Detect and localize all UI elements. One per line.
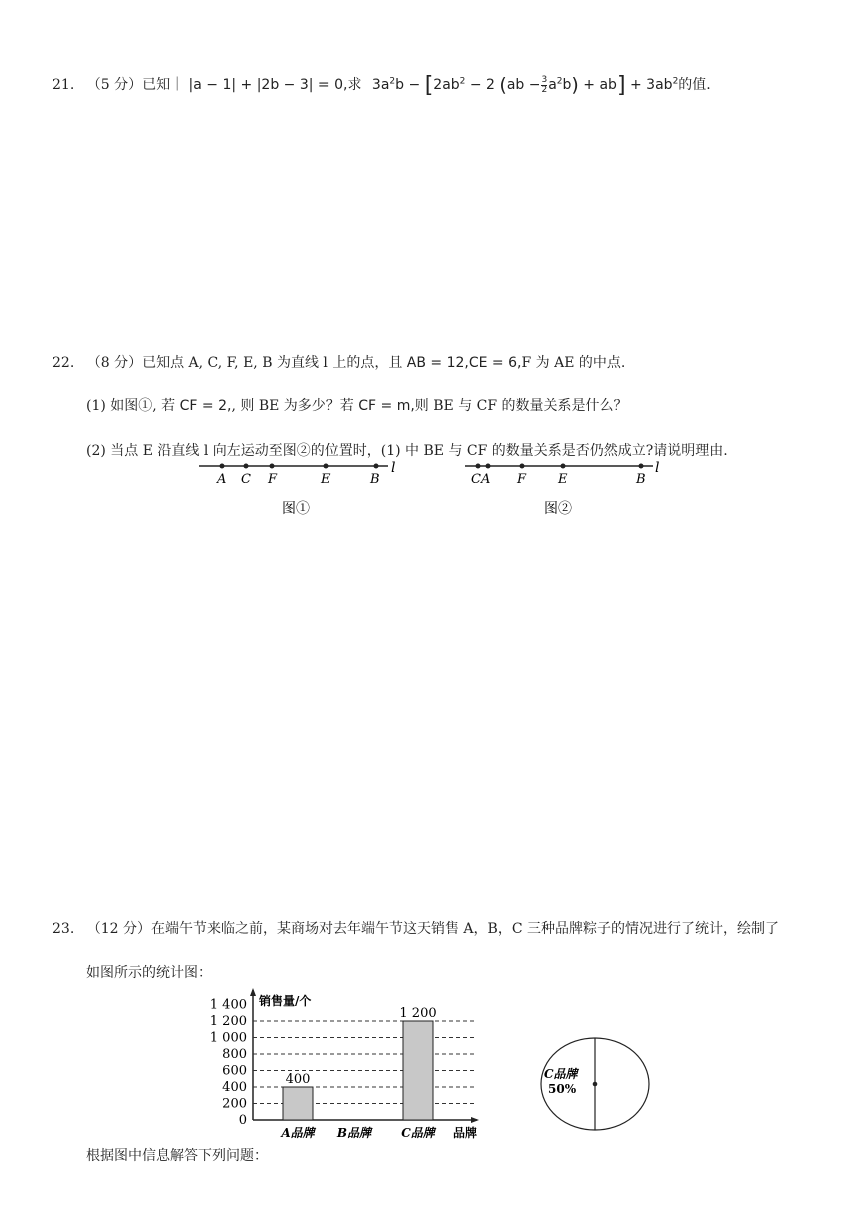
fig1-point-e (324, 464, 329, 469)
y-axis-arrow-icon (250, 988, 256, 996)
fig1-caption: 图① (282, 501, 310, 517)
fig1-line-label: l (391, 460, 396, 476)
pie-center (593, 1082, 598, 1087)
fig1-label-b: B (370, 472, 380, 487)
bar-value-label: 400 (285, 1072, 311, 1087)
category-label: B品牌 (336, 1126, 372, 1140)
y-tick-label: 0 (238, 1113, 247, 1128)
fig1-label-e: E (321, 472, 331, 487)
fig2-caption: 图② (544, 501, 572, 517)
fig1-label-f: F (268, 472, 278, 487)
question-21 (52, 73, 711, 98)
question-23-after-chart: 根据图中信息解答下列问题： (86, 1148, 268, 1164)
q21-fraction: $\frac{3}{2}$ (541, 74, 548, 95)
q21-condition: |a − 1| + |2b − 3| = 0,求 (188, 77, 362, 93)
fig2-point-e (561, 464, 566, 469)
y-tick-label: 600 (222, 1063, 247, 1079)
bar-value-label: 1 200 (399, 1006, 437, 1021)
question-22-line-1: 22. （8 分）已知点 A, C, F, E, B 为直线 l 上的点，且 AB = 12,CE = 6,F 为 AE 的中点. (52, 355, 626, 371)
y-tick-label: 1 400 (209, 997, 247, 1013)
y-tick-label: 1 000 (209, 1030, 247, 1046)
fig2-label-f: F (517, 472, 527, 487)
question-23-line-2: 如图所示的统计图： (86, 965, 212, 981)
q21-tail: 的值. (678, 77, 711, 93)
q21-number: 21. (52, 77, 75, 93)
fig1-point-b (374, 464, 379, 469)
fig2-label-b: B (636, 472, 646, 487)
q23-number: 23. (52, 921, 75, 937)
fig2-line-label: l (655, 460, 660, 476)
bar-1 (283, 1087, 313, 1120)
fig1-point-a (220, 464, 225, 469)
q21-intro: （5 分）已知｜ (86, 77, 185, 93)
fig2-point-c (476, 464, 481, 469)
sales-bar-chart (205, 982, 495, 1142)
pie-slice-value-c: 50% (548, 1082, 577, 1096)
fig1-label-c: C (241, 472, 251, 487)
fig2-point-b (639, 464, 644, 469)
bar-3 (403, 1021, 433, 1120)
fig1-point-f (270, 464, 275, 469)
question-22-part-1: (1) 如图①, 若 CF = 2,, 则 BE 为多少？若 CF = m,则 BE 与 CF 的数量关系是什么？ (86, 398, 628, 414)
y-tick-label: 800 (222, 1047, 247, 1062)
figure-1-number-line (196, 458, 406, 522)
figure-2-number-line (462, 458, 672, 522)
y-tick-label: 200 (222, 1096, 247, 1112)
bar-chart-y-label: 销售量/个 (259, 994, 312, 1008)
bar-chart-x-label: 品牌 (453, 1126, 478, 1140)
q21-expression: $3a^2b - [2ab^2 - 2$ (ab − $\frac{3}{2}$ $a^2b) + ab] + 3ab^2$ (371, 73, 679, 98)
question-23-line-1: 23. （12 分）在端午节来临之前，某商场对去年端午节这天销售 A，B，C 三种品牌粽子的情况进行了统计，绘制了 (52, 921, 779, 937)
pie-slice-label-c: C品牌 (544, 1067, 578, 1081)
fig2-label-a: A (481, 472, 491, 487)
fig1-label-a: A (217, 472, 227, 487)
fig2-label-c: C (471, 472, 481, 487)
fig2-point-f (520, 464, 525, 469)
sales-pie-chart (535, 1032, 655, 1137)
fig2-point-a (486, 464, 491, 469)
x-axis-arrow-icon (471, 1117, 479, 1123)
y-tick-label: 1 200 (209, 1014, 247, 1029)
q22-number: 22. (52, 355, 75, 371)
category-label: A品牌 (281, 1126, 315, 1140)
fig1-point-c (244, 464, 249, 469)
y-tick-label: 400 (222, 1080, 247, 1095)
fig2-label-e: E (558, 472, 568, 487)
category-label: C品牌 (401, 1126, 435, 1140)
question-22-part-2: (2) 当点 E 沿直线 l 向左运动至图②的位置时，(1) 中 BE 与 CF 的数量关系是否仍然成立?请说明理由. (86, 443, 728, 459)
